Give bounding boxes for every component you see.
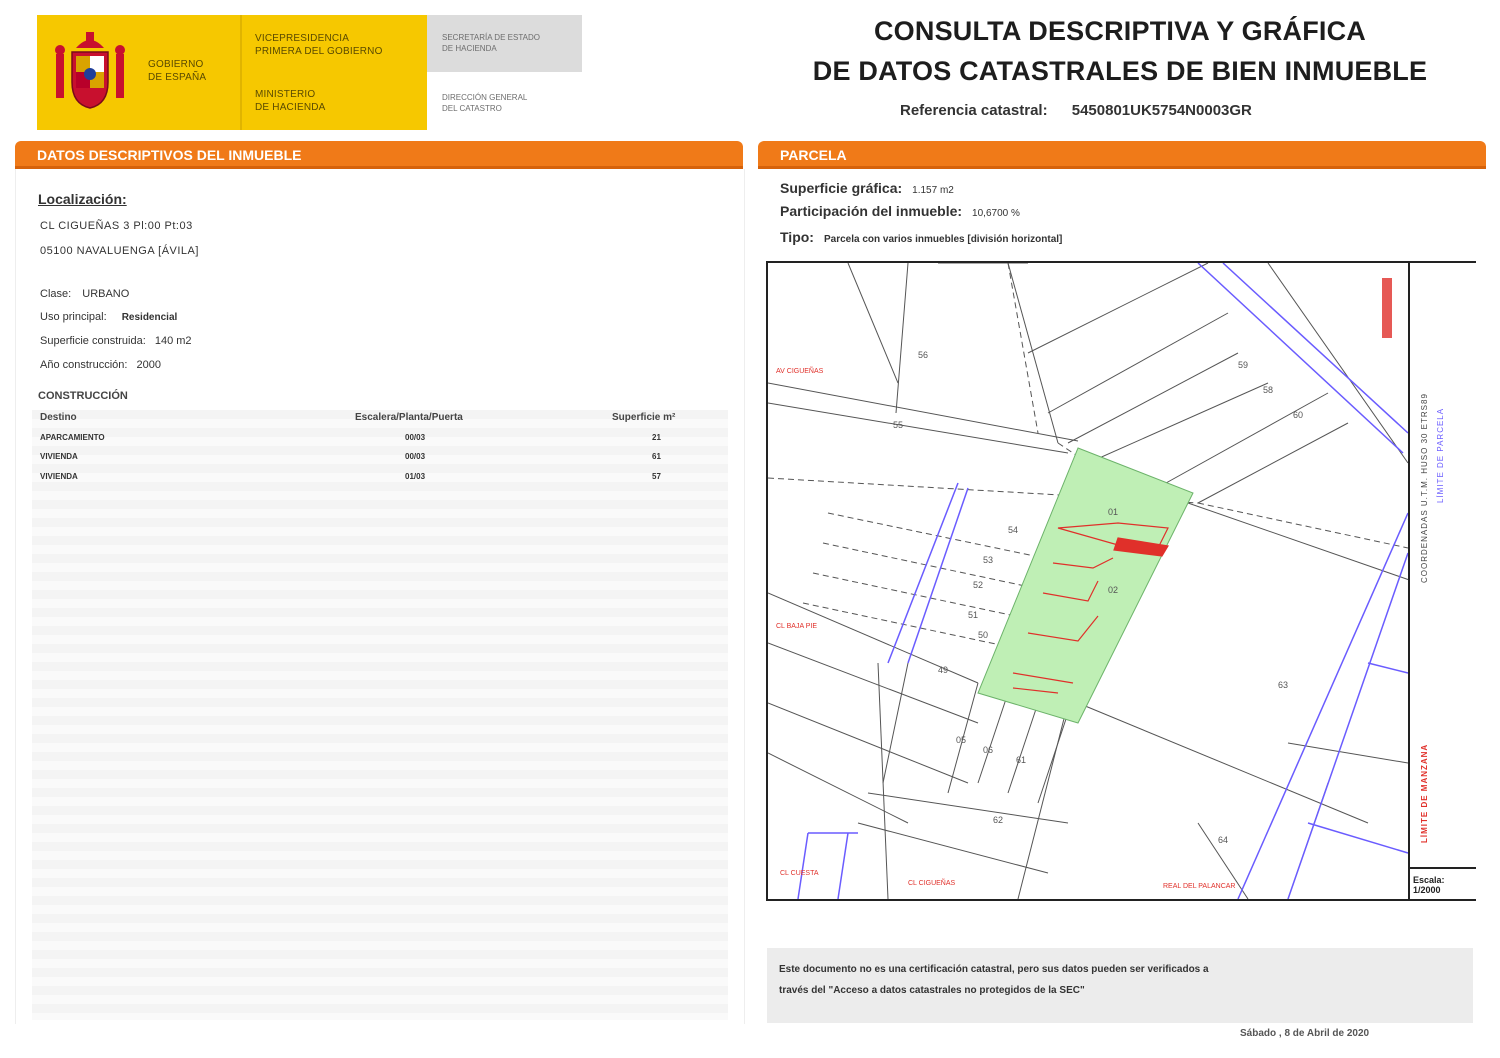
th-destino: Destino (40, 412, 77, 423)
ref-value: 5450801UK5754N0003GR (1071, 102, 1252, 119)
disclaimer-line1: Este documento no es una certificación catastral, pero sus datos pueden ser verificados a (779, 964, 1209, 975)
table-cell-epp: 01/03 (405, 472, 426, 481)
document-title-line1: CONSULTA DESCRIPTIVA Y GRÁFICA (873, 16, 1367, 46)
legend-parcel-boundary: LÍMITE DE PARCELA (1436, 407, 1445, 503)
participacion-label: Participación del inmueble: (780, 203, 963, 219)
superficie-grafica-row (780, 180, 954, 196)
svg-text:CL CIGUEÑAS: CL CIGUEÑAS (908, 880, 956, 887)
secretaria-line1: SECRETARÍA DE ESTADO (442, 33, 540, 42)
referencia-catastral (900, 102, 1252, 119)
ministerio-line1: MINISTERIO (255, 89, 316, 100)
coat-of-arms-icon (50, 30, 130, 112)
map-label: 50 (978, 630, 989, 640)
map-label: 05 (956, 735, 967, 745)
sup-grafica-label: Superficie gráfica: (780, 180, 903, 196)
table-cell-sup: 21 (652, 433, 661, 442)
localizacion-label: Localización: (38, 191, 127, 207)
tipo-value: Parcela con varios inmuebles [división horizontal] (823, 234, 1063, 245)
vicepresidencia-text (255, 32, 383, 58)
ministerio-line2: DE HACIENDA (255, 102, 326, 113)
anio-value: 2000 (136, 359, 161, 371)
table-cell-destino: VIVIENDA (40, 452, 78, 461)
secretaria-line2: DE HACIENDA (442, 44, 497, 53)
svg-text:REAL DEL PALANCAR: REAL DEL PALANCAR (1163, 883, 1236, 890)
superficie-row (40, 335, 192, 347)
map-label: 01 (1108, 507, 1119, 517)
secretaria-text (442, 32, 540, 54)
table-cell-destino: VIVIENDA (40, 472, 78, 481)
gobierno-text (148, 58, 206, 84)
participacion-row (780, 203, 1020, 219)
section-header-datos: DATOS DESCRIPTIVOS DEL INMUEBLE (15, 141, 743, 169)
superficie-label: Superficie construida: (40, 335, 146, 347)
map-legend (1408, 263, 1476, 899)
map-label: 54 (1008, 525, 1019, 535)
map-label: 61 (1016, 755, 1027, 765)
th-escalera: Escalera/Planta/Puerta (355, 412, 463, 423)
map-label: 59 (1238, 360, 1249, 370)
map-label: 52 (973, 580, 984, 590)
direccion-line2: DEL CATASTRO (442, 104, 502, 113)
clase-label: Clase: (40, 288, 72, 300)
table-cell-destino: APARCAMIENTO (40, 433, 105, 442)
address-line2: 05100 NAVALUENGA [ÁVILA] (40, 245, 199, 257)
tipo-label: Tipo: (780, 229, 814, 245)
anio-label: Año construcción: (40, 359, 128, 371)
legend-block-boundary: LÍMITE DE MANZANA (1420, 743, 1429, 843)
ref-label: Referencia catastral: (900, 102, 1048, 119)
svg-text:CL CUESTA: CL CUESTA (780, 870, 819, 877)
clase-value: URBANO (82, 288, 130, 300)
direccion-line1: DIRECCIÓN GENERAL (442, 93, 528, 102)
map-label: 55 (893, 420, 904, 430)
legend-coordinates: COORDENADAS U.T.M. HUSO 30 ETRS89 (1420, 393, 1429, 583)
map-label: 51 (968, 610, 979, 620)
uso-label: Uso principal: (40, 311, 107, 323)
logo-divider (240, 15, 242, 130)
table-cell-sup: 61 (652, 452, 661, 461)
table-cell-sup: 57 (652, 472, 661, 481)
map-label: 63 (1278, 680, 1289, 690)
map-label: 60 (1293, 410, 1304, 420)
direccion-text (442, 92, 527, 114)
section-header-parcela: PARCELA (758, 141, 1486, 169)
construccion-table (32, 410, 728, 1020)
uso-row (40, 311, 177, 323)
map-label: 02 (1108, 585, 1119, 595)
anio-row (40, 359, 161, 371)
ministerio-text (255, 88, 326, 114)
superficie-value: 140 m2 (154, 335, 192, 347)
map-label: 53 (983, 555, 994, 565)
cadastral-map[interactable] (766, 261, 1476, 901)
vice-line2: PRIMERA DEL GOBIERNO (255, 46, 383, 57)
map-label: 64 (1218, 835, 1229, 845)
disclaimer-box (767, 948, 1473, 1023)
document-title-line2: DE DATOS CATASTRALES DE BIEN INMUEBLE (812, 56, 1428, 86)
table-cell-epp: 00/03 (405, 433, 426, 442)
gobierno-line2: DE ESPAÑA (148, 72, 207, 83)
cadastral-map-drawing (768, 263, 1474, 899)
clase-row (40, 288, 129, 300)
table-cell-epp: 00/03 (405, 452, 426, 461)
gobierno-line1: GOBIERNO (148, 59, 204, 70)
svg-text:CL BAJA PIE: CL BAJA PIE (776, 623, 817, 630)
map-label: 06 (983, 745, 994, 755)
construccion-title: CONSTRUCCIÓN (38, 390, 128, 402)
address-line1: CL CIGUEÑAS 3 Pl:00 Pt:03 (40, 220, 193, 232)
scale-box (1410, 867, 1476, 901)
scale-value: 1/2000 (1413, 885, 1441, 895)
scale-label: Escala: (1413, 875, 1445, 885)
map-label: 58 (1263, 385, 1274, 395)
vice-line1: VICEPRESIDENCIA (255, 33, 350, 44)
svg-text:AV CIGUEÑAS: AV CIGUEÑAS (776, 368, 824, 375)
uso-value: Residencial (121, 312, 178, 323)
map-label: 56 (918, 350, 929, 360)
footer-date: Sábado , 8 de Abril de 2020 (1240, 1028, 1370, 1039)
participacion-value: 10,6700 % (972, 208, 1020, 219)
tipo-row (780, 229, 1062, 245)
map-label: 62 (993, 815, 1004, 825)
th-superficie: Superficie m² (612, 412, 676, 423)
sup-grafica-value: 1.157 m2 (912, 185, 954, 196)
disclaimer-line2: través del "Acceso a datos catastrales no protegidos de la SEC" (779, 985, 1085, 996)
map-label: 49 (938, 665, 949, 675)
